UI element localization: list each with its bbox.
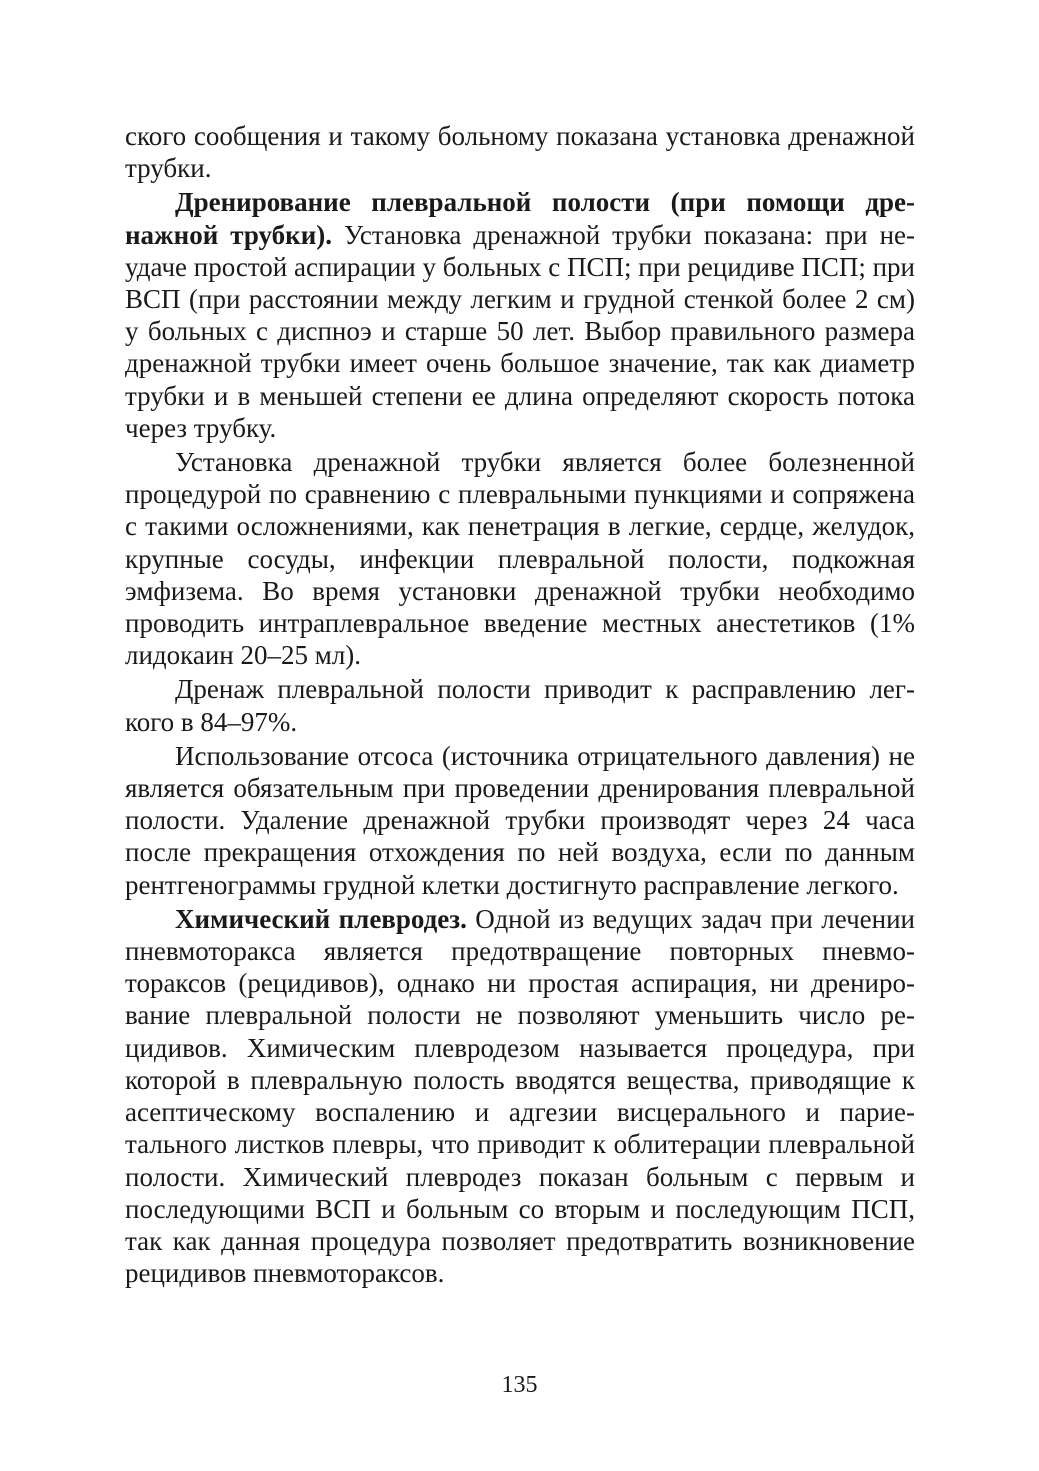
paragraph-2-bold-lead: Дренирование плевральной полости (при помощи дренажной трубки). (125, 187, 915, 250)
paragraph-2 (125, 186, 915, 444)
paragraph-6-bold-lead: Химический плевродез. (175, 903, 467, 934)
paragraph-1 (125, 120, 915, 184)
paragraph-3 (125, 446, 915, 671)
paragraph-3-text: Установка дренажной трубки является более болезненной процедурой по сравнению с плевральными пункциями и сопряжена с такими осложнениями, как пенетрация в легкие, сердце, желудок, крупные сосуды, инфекции плевральной полости, подкожная эмфизема. Во время установки дренажной трубки необходимо проводить интраплевральное введение местных анестетиков (1% лидокаин 20–25 мл). (125, 447, 915, 671)
paragraph-5 (125, 740, 915, 901)
paragraph-4-text: Дренаж плевральной полости приводит к расправлению легкого в 84–97%. (125, 674, 915, 737)
paragraph-6 (125, 903, 915, 1289)
page-number: 135 (501, 1372, 538, 1398)
paragraph-4 (125, 673, 915, 737)
paragraph-2-text: Установка дренажной трубки показана: при неудаче простой аспирации у больных с ПСП; при рецидиве ПСП; при ВСП (при расстоянии между легким и грудной стенкой более 2 см) у больных с диспноэ и старше 50 лет. Выбор правильного размера дренажной трубки имеет очень большое значение, так как диаметр трубки и в меньшей степени ее длина определяют скорость потока через трубку. (125, 219, 915, 443)
page-body (125, 120, 915, 1289)
paragraph-6-text: Одной из ведущих задач при лечении пневмоторакса является предотвращение повторных пневмотораксов (рецидивов), однако ни простая аспирация, ни дренирование плевральной полости не позволяют уменьшить число рецидивов. Химическим плевродезом называется процедура, при которой в плевральную полость вводятся вещества, приводящие к асептическому воспалению и адгезии висцерального и париетального листков плевры, что приводит к облитерации плевральной полости. Химический плевродез показан больным с первым и последующими ВСП и больным со вторым и последующим ПСП, так как данная процедура позволяет предотвратить возникновение рецидивов пневмотораксов. (125, 903, 915, 1289)
paragraph-5-text: Использование отсоса (источника отрицательного давления) не является обязательным при проведении дренирования плевральной полости. Удаление дренажной трубки производят через 24 часа после прекращения отхождения по ней воздуха, если по данным рентгенограммы грудной клетки достигнуто расправление легкого. (125, 740, 915, 900)
paragraph-1-text: ского сообщения и такому больному показана установка дренажной трубки. (125, 121, 915, 184)
